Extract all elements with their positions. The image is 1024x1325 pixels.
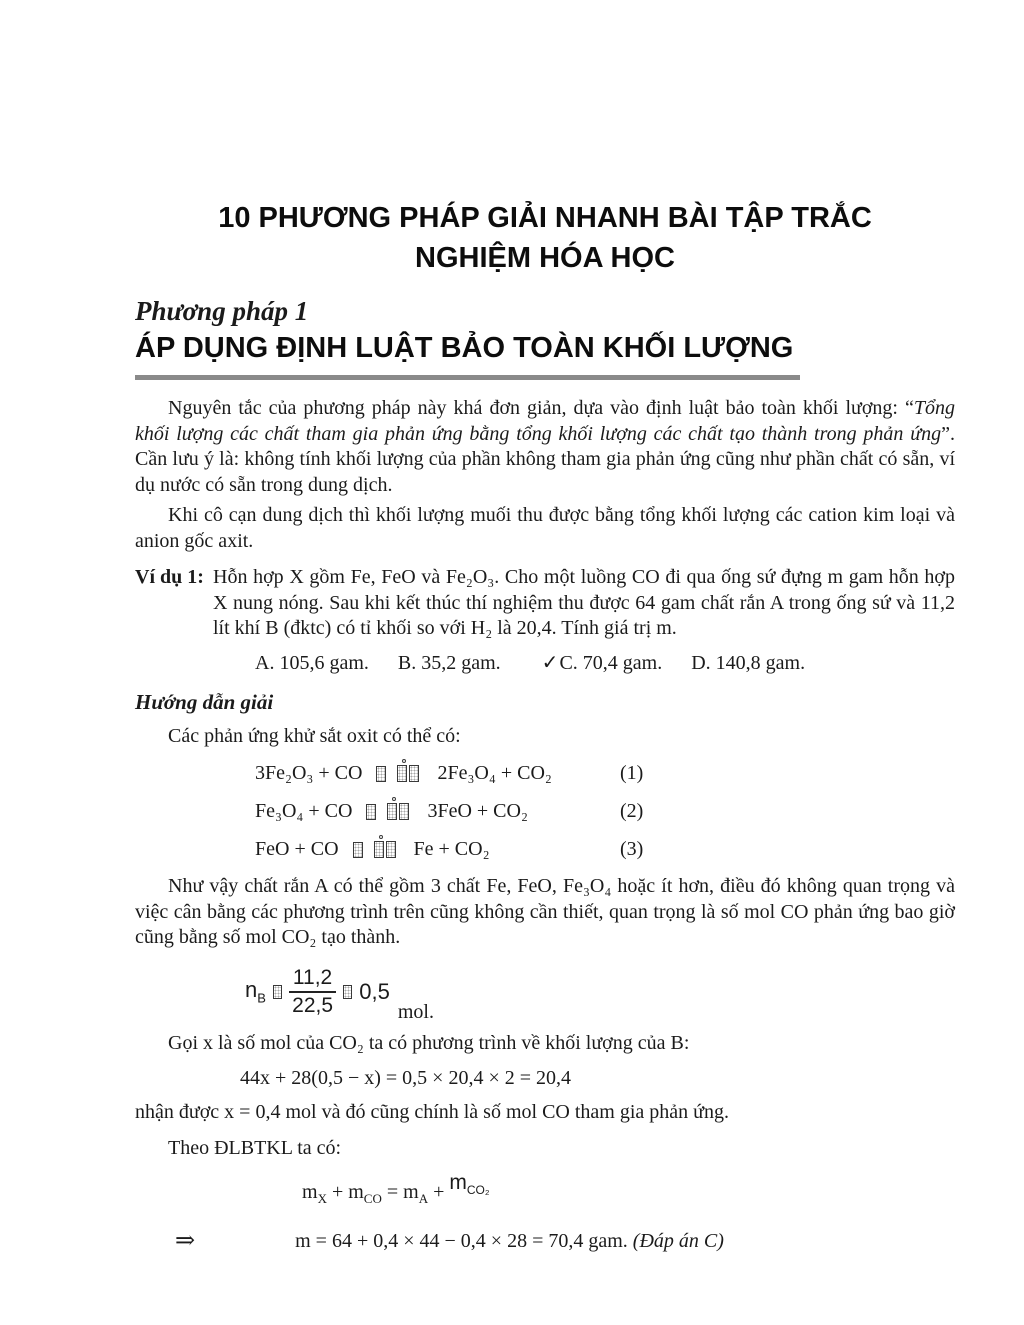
mole-count-formula xyxy=(245,963,955,1021)
section-divider xyxy=(135,375,800,380)
answer-option-b: B. 35,2 gam. xyxy=(397,651,501,674)
tofu-box xyxy=(386,841,396,858)
degree-ring xyxy=(402,759,406,763)
solution-intro-line: Các phản ứng khử sắt oxit có thể có: xyxy=(168,724,461,747)
tofu-box xyxy=(376,766,386,782)
mole-result: 0,5 xyxy=(359,978,390,1004)
m-x-symbol: m xyxy=(302,1181,318,1203)
tofu-box-pair xyxy=(397,765,419,782)
m-co2-subscript: CO₂ xyxy=(466,1183,490,1198)
missing-arrow-glyph xyxy=(376,765,419,782)
result-line: nhận được x = 0,4 mol và đó cũng chính là số mol CO tham gia phản ứng. xyxy=(135,1101,730,1123)
intro-p1-tail: ”. Cần lưu ý là: không tính khối lượng của phần không tham gia phản ứng cũng như phần chất có sẵn, ví dụ nước có sẵn trong dung dịch. xyxy=(135,422,955,496)
m-co-symbol: m xyxy=(348,1181,364,1203)
method-label: Phương pháp 1 xyxy=(135,296,309,326)
intro-p1-lead: Nguyên tắc của phương pháp này khá đơn giản, dựa vào định luật bảo toàn khối lượng: “ xyxy=(168,397,914,419)
book-title-line1: 10 PHƯƠNG PHÁP GIẢI NHANH BÀI TẬP TRẮC xyxy=(218,202,872,234)
book-title-line2: NGHIỆM HÓA HỌC xyxy=(415,242,675,274)
implies-arrow-icon: ⇒ xyxy=(175,1228,196,1255)
example-1-statement: Hỗn hợp X gồm Fe, FeO và Fe₂O₃. Cho một luồng CO đi qua ống sứ đựng m gam hỗn hợp X nung nóng. Sau khi kết thúc thí nghiệm thu được 64 gam chất rắn A trong ống sứ và 11,2 lít khí B (đktc) có tỉ khối so với H₂ là 20,4. Tính giá trị m. xyxy=(213,566,955,639)
mole-unit: mol. xyxy=(397,1000,434,1023)
n-subscript: B xyxy=(257,990,266,1006)
fraction-numerator: 11,2 xyxy=(289,966,336,993)
final-equation xyxy=(295,1226,724,1256)
equation-2-rhs: 3FeO + CO₂ xyxy=(427,799,528,822)
mass-conservation-formula xyxy=(302,1171,955,1214)
answer-option-d: D. 140,8 gam. xyxy=(691,651,806,674)
plus-operator: + xyxy=(428,1181,450,1203)
tofu-box xyxy=(399,803,409,820)
tofu-box xyxy=(409,765,419,782)
tofu-box xyxy=(387,803,397,820)
example-1-block xyxy=(135,565,955,642)
tofu-box xyxy=(374,841,384,858)
m-a-symbol: m xyxy=(403,1181,419,1203)
equation-1-number: (1) xyxy=(620,761,644,784)
dlbtkl-line: Theo ĐLBTKL ta có: xyxy=(168,1136,342,1159)
equation-3 xyxy=(255,830,775,868)
checkmark-icon: ✓ xyxy=(541,651,559,674)
tofu-box xyxy=(343,985,352,999)
method-title: ÁP DỤNG ĐỊNH LUẬT BẢO TOÀN KHỐI LƯỢNG xyxy=(135,332,794,364)
mass-balance-equation: 44x + 28(0,5 − x) = 0,5 × 20,4 × 2 = 20,4 xyxy=(240,1067,571,1089)
equation-3-rhs: Fe + CO₂ xyxy=(413,837,490,860)
m-co2-term xyxy=(449,1171,490,1198)
n-symbol: n xyxy=(245,977,258,1003)
solution-heading: Hướng dẫn giải xyxy=(135,689,274,714)
equation-3-number: (3) xyxy=(620,837,644,860)
equals-operator: = xyxy=(381,1181,404,1203)
equation-1-lhs: 3Fe₂O₃ + CO xyxy=(255,761,363,784)
m-co2-symbol: m xyxy=(449,1171,467,1194)
equation-1-rhs: 2Fe₃O₄ + CO₂ xyxy=(437,761,552,784)
m-co-subscript: CO xyxy=(363,1191,382,1206)
answer-option-a: A. 105,6 gam. xyxy=(255,651,369,674)
m-a-subscript: A xyxy=(418,1191,429,1206)
final-answer-note: (Đáp án C) xyxy=(632,1230,724,1253)
answer-option-c xyxy=(542,650,663,676)
degree-ring xyxy=(392,797,396,801)
degree-ring xyxy=(379,835,383,839)
missing-arrow-glyph xyxy=(366,803,409,820)
tofu-box-pair xyxy=(374,841,396,858)
fraction xyxy=(289,966,336,1018)
equation-1 xyxy=(255,754,775,792)
intro-paragraph-2: Khi cô cạn dung dịch thì khối lượng muối thu được bằng tổng khối lượng các cation kim loại và anion gốc axit. xyxy=(135,504,955,552)
equation-2-number: (2) xyxy=(620,799,644,822)
n-variable xyxy=(245,977,266,1005)
intro-paragraph-1 xyxy=(135,396,955,498)
tofu-box xyxy=(366,804,376,820)
equation-2 xyxy=(255,792,775,830)
answer-options-row xyxy=(255,650,955,676)
m-x-subscript: X xyxy=(317,1191,327,1206)
tofu-box-pair xyxy=(387,803,409,820)
final-result-row xyxy=(175,1226,955,1256)
example-1-label: Ví dụ 1: xyxy=(135,566,204,588)
tofu-box xyxy=(397,765,407,782)
reaction-equations xyxy=(135,754,955,868)
tofu-box xyxy=(273,985,282,999)
answer-option-c-label: C. 70,4 gam. xyxy=(559,651,663,674)
goi-x-line: Gọi x là số mol của CO₂ ta có phương trình về khối lượng của B: xyxy=(168,1031,690,1054)
final-equation-text: m = 64 + 0,4 × 44 − 0,4 × 28 = 70,4 gam. xyxy=(295,1230,633,1253)
book-title xyxy=(135,198,955,278)
fraction-denominator: 22,5 xyxy=(292,993,334,1017)
equation-3-lhs: FeO + CO xyxy=(255,837,339,860)
discussion-paragraph: Như vậy chất rắn A có thể gồm 3 chất Fe, FeO, Fe₃O₄ hoặc ít hơn, điều đó không quan trọng và việc cân bằng các phương trình trên cũng không cần thiết, quan trọng là số mol CO phản ứng bao giờ cũng bằng số mol CO₂ tạo thành. xyxy=(135,875,955,948)
plus-operator: + xyxy=(326,1181,349,1203)
page-content xyxy=(135,0,955,1256)
equation-2-lhs: Fe₃O₄ + CO xyxy=(255,799,353,822)
intro-p1-quote: Tổng khối lượng các chất tham gia phản ứng bằng tổng khối lượng các chất tạo thành trong phản ứng xyxy=(135,397,955,445)
tofu-box xyxy=(353,842,363,858)
missing-arrow-glyph xyxy=(353,841,396,858)
